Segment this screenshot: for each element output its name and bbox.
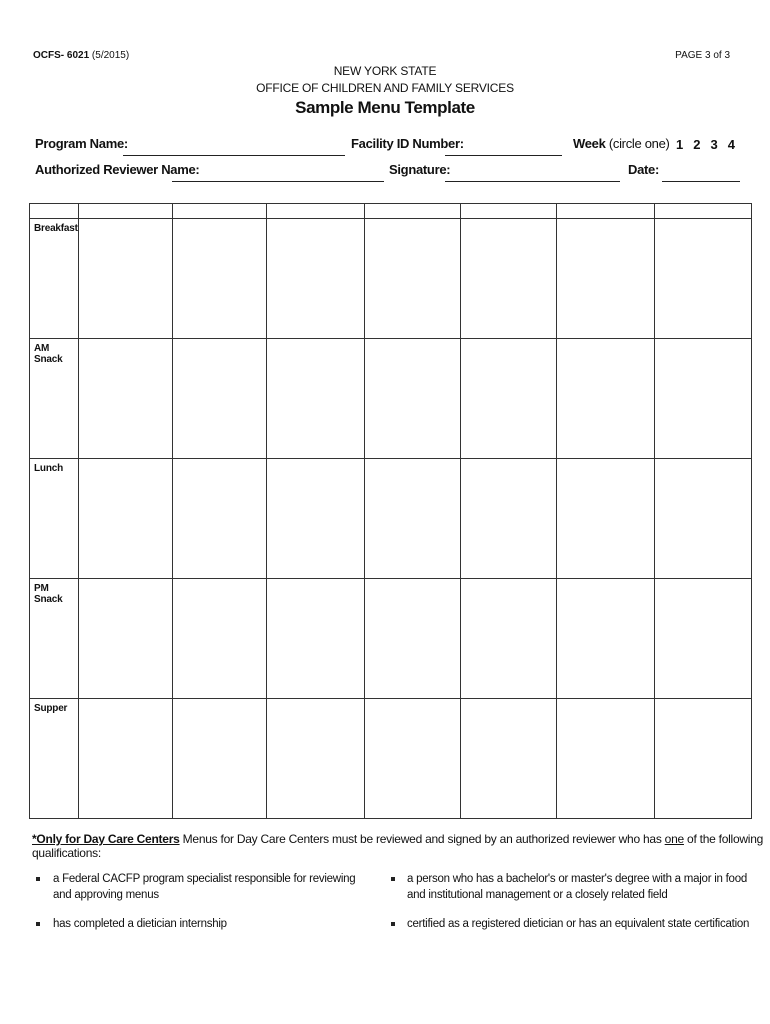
menu-cell[interactable]	[655, 459, 752, 579]
date-label: Date:	[628, 162, 660, 177]
menu-cell[interactable]	[461, 699, 557, 819]
menu-cell[interactable]	[655, 699, 752, 819]
meal-label-cell	[30, 579, 79, 699]
reviewer-label: Authorized Reviewer Name:	[35, 162, 200, 177]
page-number: PAGE 3 of 3	[675, 50, 730, 61]
menu-cell[interactable]	[557, 579, 655, 699]
menu-cell[interactable]	[267, 699, 365, 819]
week-option-2[interactable]: 2	[693, 137, 701, 152]
meal-label: Breakfast	[34, 223, 78, 234]
meal-row-am-snack	[30, 339, 752, 459]
day-header-cell[interactable]	[173, 204, 267, 219]
menu-cell[interactable]	[365, 459, 461, 579]
form-code	[33, 50, 129, 61]
bullet-icon	[36, 922, 40, 926]
qualification-item: a person who has a bachelor's or master's degree with a major in food and institutional management or a closely related field	[407, 873, 747, 901]
header-corner-cell	[30, 204, 79, 219]
program-name-field[interactable]	[123, 155, 345, 156]
note-emphasis: one	[664, 832, 684, 846]
week-options	[676, 136, 745, 154]
menu-cell[interactable]	[267, 339, 365, 459]
signature-field[interactable]	[445, 181, 620, 182]
reviewer-field[interactable]	[172, 181, 384, 182]
signature-label: Signature:	[389, 162, 451, 177]
program-name-label: Program Name:	[35, 136, 128, 151]
bullet-icon	[391, 922, 395, 926]
form-number: OCFS- 6021	[33, 50, 90, 61]
meal-label: Lunch	[34, 463, 63, 474]
menu-cell[interactable]	[79, 339, 173, 459]
menu-cell[interactable]	[461, 579, 557, 699]
qualification-item: a Federal CACFP program specialist responsible for reviewing and approving menus	[53, 873, 356, 901]
meal-label-cell	[30, 339, 79, 459]
week-option-3[interactable]: 3	[710, 137, 718, 152]
menu-cell[interactable]	[557, 699, 655, 819]
menu-cell[interactable]	[173, 219, 267, 339]
menu-cell[interactable]	[267, 219, 365, 339]
day-header-cell[interactable]	[267, 204, 365, 219]
agency-state: NEW YORK STATE	[333, 64, 437, 78]
meal-label: AM Snack	[34, 343, 63, 365]
menu-cell[interactable]	[365, 699, 461, 819]
meal-row-pm-snack	[30, 579, 752, 699]
bullet-icon	[391, 877, 395, 881]
day-header-cell[interactable]	[365, 204, 461, 219]
week-hint: (circle one)	[608, 136, 670, 151]
week-option-1[interactable]: 1	[676, 137, 684, 152]
day-header-cell[interactable]	[557, 204, 655, 219]
meal-label: PM Snack	[34, 583, 63, 605]
meal-label-cell	[30, 219, 79, 339]
menu-cell[interactable]	[79, 219, 173, 339]
menu-cell[interactable]	[365, 579, 461, 699]
menu-cell[interactable]	[655, 219, 752, 339]
menu-cell[interactable]	[557, 339, 655, 459]
menu-cell[interactable]	[655, 579, 752, 699]
menu-cell[interactable]	[267, 459, 365, 579]
form-date: (5/2015)	[91, 50, 130, 61]
facility-id-field[interactable]	[445, 155, 562, 156]
meal-row-breakfast	[30, 219, 752, 339]
note-text-before: Menus for Day Care Centers must be reviewed and signed by an authorized reviewer who has	[179, 832, 665, 846]
menu-cell[interactable]	[365, 219, 461, 339]
menu-cell[interactable]	[173, 459, 267, 579]
meal-label-cell	[30, 459, 79, 579]
day-header-cell[interactable]	[655, 204, 752, 219]
day-header-cell[interactable]	[461, 204, 557, 219]
date-field[interactable]	[662, 181, 740, 182]
menu-table	[29, 203, 752, 819]
meal-row-lunch	[30, 459, 752, 579]
meal-row-supper	[30, 699, 752, 819]
qualification-item: has completed a dietician internship	[53, 918, 227, 930]
menu-cell[interactable]	[173, 699, 267, 819]
meal-label: Supper	[34, 703, 68, 714]
bullet-icon	[36, 877, 40, 881]
menu-cell[interactable]	[173, 579, 267, 699]
qualification-item: certified as a registered dietician or has an equivalent state certification	[407, 918, 750, 930]
day-header-cell[interactable]	[79, 204, 173, 219]
menu-cell[interactable]	[79, 579, 173, 699]
facility-id-label: Facility ID Number:	[351, 136, 464, 151]
week-label-text: Week	[573, 136, 606, 151]
menu-cell[interactable]	[461, 219, 557, 339]
page-title: Sample Menu Template	[295, 98, 475, 117]
day-header-row	[30, 204, 752, 219]
menu-cell[interactable]	[557, 219, 655, 339]
menu-cell[interactable]	[557, 459, 655, 579]
menu-cell[interactable]	[79, 459, 173, 579]
week-label	[573, 136, 670, 151]
meal-label-cell	[30, 699, 79, 819]
menu-cell[interactable]	[79, 699, 173, 819]
note-text-after: of the following qualifications:	[32, 832, 764, 860]
menu-cell[interactable]	[173, 339, 267, 459]
agency-office: OFFICE OF CHILDREN AND FAMILY SERVICES	[256, 81, 514, 95]
note-lead: *Only for Day Care Centers	[32, 832, 180, 846]
menu-cell[interactable]	[365, 339, 461, 459]
menu-cell[interactable]	[461, 339, 557, 459]
menu-cell[interactable]	[267, 579, 365, 699]
menu-cell[interactable]	[655, 339, 752, 459]
menu-cell[interactable]	[461, 459, 557, 579]
week-option-4[interactable]: 4	[727, 137, 735, 152]
day-care-note	[32, 832, 770, 860]
